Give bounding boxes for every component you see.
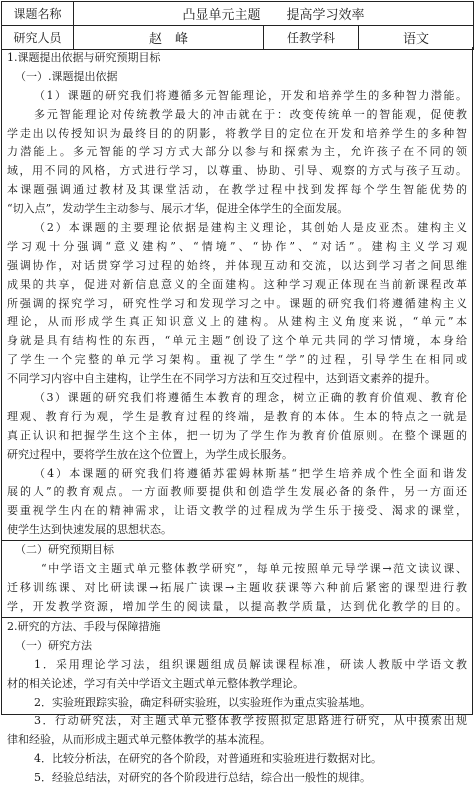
header-table — [1, 1, 474, 50]
researcher-value: 赵 峰 — [74, 26, 264, 50]
section-basis — [2, 49, 472, 540]
section-goals — [2, 541, 472, 617]
paragraph-line: 理观、教育行为观，学生是教育过程的终端，是教育的本体。生本的特点之一就是 — [7, 409, 467, 423]
paragraph-line: （4）本课题的研究我们将遵循苏霍姆林斯基“把学生培养成个性全面和谐发 — [34, 466, 467, 480]
paragraph-line: 使学生达到快速发展的思想状态。 — [7, 523, 172, 537]
paragraph-line: 研究过程中，要将学生放在这个位置上，为学生成长服务。 — [7, 447, 293, 461]
paragraph-line: 身就是具有结构性的东西，“单元主题”创设了这个单元共同的学习情境，本身给 — [7, 334, 467, 348]
paragraph-line: 不同学习内容中自主建构，让学生在不同学习方法和互交过程中，达到语文素养的提升。 — [7, 372, 436, 386]
subject-value: 语文 — [359, 26, 474, 50]
researcher-label: 研究人员 — [2, 26, 74, 50]
paragraph-line: 强调协作，对话贯穿学习过程的始终，并体现互动和交流，以达到学习者之间思维 — [7, 258, 467, 272]
paragraph-line: 学走出以传授知识为最终目的的阴影，将教学目的定位在开发和培养学生的多种智 — [7, 126, 467, 140]
paragraph-line: 4．比较分析法，在研究的各个阶段，对普通班和实验班进行数据对比。 — [34, 752, 382, 766]
paragraph-line: 多元智能理论对传统教学最大的冲击就在于：改变传统单一的智能观，促使教 — [34, 107, 467, 121]
paragraph-line: 真正认识和把握学生这个主体，把一切为了学生作为教育价值原则。在整个课题的 — [7, 428, 467, 442]
header-row-title — [2, 2, 474, 26]
paragraph-line: 要重视学生内在的精神需求，让语文教学的过程成为学生乐于接受、渴求的课堂， — [7, 504, 467, 518]
section-heading: 1.课题提出依据与研究预期目标 — [7, 51, 161, 64]
subsection-heading: （一）.课题提出依据 — [15, 69, 118, 83]
paragraph-line: “切入点”，发动学生主动参与、展示才华，促进全体学生的全面发展。 — [7, 202, 349, 216]
paragraph-line: 了学生一个完整的单元学习架构。重视了学生“学”的过程，引导学生在相同或 — [7, 353, 467, 367]
paragraph-line: 力潜能上。多元智能的学习方式大部分以参与和探索为主，允许孩子在不同的领 — [7, 145, 467, 159]
header-row-people — [2, 26, 474, 50]
subsection-heading: （一）研究方法 — [15, 638, 92, 652]
paragraph-line: （3）课题的研究我们将遵循生本教育的理念，树立正确的教育价值观、教育伦 — [34, 391, 467, 405]
paragraph-line: 所强调的探究学习，研究性学习和发现学习之中。课题的研究我们将遵循建构主义 — [7, 296, 467, 310]
paragraph-line: 成果的共享，促进对新信息意义的全面建构。这种学习观正体现在当前新课程改革 — [7, 277, 467, 291]
paragraph-line: 5．经验总结法，对研究的各个阶段进行总结，综合出一般性的规律。 — [34, 771, 371, 785]
paragraph-line: 3．行动研究法，对主题式单元整体教学按照拟定思路进行研究，从中摸索出规 — [34, 714, 467, 728]
project-name-label: 课题名称 — [2, 2, 74, 26]
paragraph-line: 2．实验班跟踪实验，确定科研实验班，以实验班作为重点实验基地。 — [34, 695, 371, 709]
section-methods — [2, 618, 472, 788]
paragraph-line: 材的相关论述，学习有关中学语文主题式单元整体教学理论。 — [7, 676, 304, 690]
paragraph-line: 展的人”的教育观点。一方面教师要提供和创造学生发展必备的条件，另一方面还 — [7, 485, 467, 499]
paragraph-line: 1．采用理论学习法，组织课题组成员解读课程标准，研读人教版中学语文教 — [34, 657, 467, 671]
content-frame — [1, 47, 473, 785]
subject-label: 任教学科 — [264, 26, 359, 50]
paragraph-line: 学习观十分强调“意义建构”、“情境”、“协作”、“对话”。建构主义学习观 — [7, 239, 467, 253]
paragraph-line: 域，用不同的风格，方式进行学习，以尊重、协助、引导、观察的方式与孩子互动。 — [7, 164, 467, 178]
paragraph-line: （2）本课题的主要理论依据是建构主义理论，其创始人是皮亚杰。建构主义 — [34, 221, 467, 235]
paragraph-line: 律和经验，从而形成主题式单元整体教学的基本流程。 — [7, 733, 271, 747]
paragraph-line: 本课题强调通过教材及其课堂活动，在教学过程中找到发挥每个学生智能优势的 — [7, 183, 467, 197]
subsection-heading: （二）研究预期目标 — [15, 543, 114, 556]
section-heading: 2.研究的方法、手段与保障措施 — [7, 620, 161, 633]
paragraph-line: 理论，从而形成学生真正知识意义上的建构。从建构主义角度来说，“单元”本 — [7, 315, 467, 329]
paragraph-line: 学，开发教学资源，增加学生的阅读量，以提高教学质量，达到优化教学的目的。 — [7, 599, 467, 613]
paragraph-line: （1）课题的研究我们将遵循多元智能理论，开发和培养学生的多种智力潜能。 — [34, 88, 467, 102]
project-name-value: 凸显单元主题 提高学习效率 — [74, 2, 474, 26]
paragraph-line: 迁移训练课、对比研读课→拓展广读课→主题收获课等六种前后紧密的课型进行教 — [7, 580, 467, 594]
paragraph-line: “中学语文主题式单元整体教学研究”，每单元按照单元导学课→范文读议课、 — [41, 561, 467, 575]
